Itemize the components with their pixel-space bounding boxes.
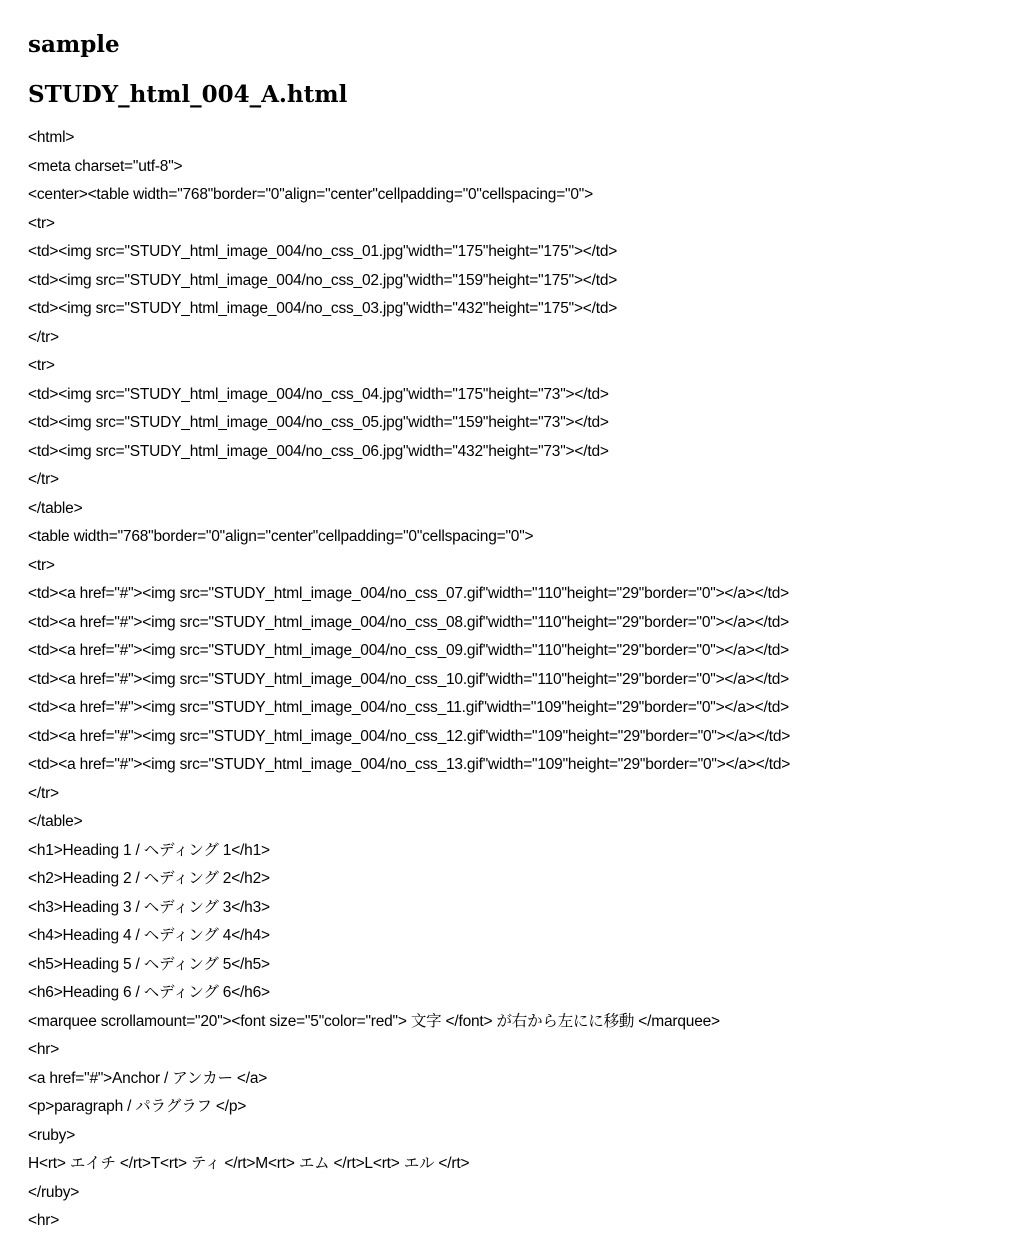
code-line: <td><img src="STUDY_html_image_004/no_css_04.jpg"width="175"height="73"></td> [28,385,609,403]
code-line: <td><a href="#"><img src="STUDY_html_image_004/no_css_11.gif"width="109"height="29"border="0"></a></td> [28,699,789,716]
code-line: <td><a href="#"><img src="STUDY_html_image_004/no_css_07.gif"width="110"height="29"border="0"></a></td> [28,585,789,602]
code-line: <a href="#">Anchor / アンカー </a> [28,1069,268,1087]
code-line: <h5>Heading 5 / ヘディング 5</h5> [28,955,270,973]
code-line: <meta charset="utf-8"> [28,157,183,175]
code-line: <html> [28,129,75,146]
code-line: <h1>Heading 1 / ヘディング 1</h1> [28,841,270,859]
code-line: <td><img src="STUDY_html_image_004/no_css_01.jpg"width="175"height="175"></td> [28,243,618,260]
code-line: <td><a href="#"><img src="STUDY_html_image_004/no_css_08.gif"width="110"height="29"border="0"></a></td> [28,613,789,631]
code-line: <ruby> [28,1126,76,1144]
code-line: <h2>Heading 2 / ヘディング 2</h2> [28,870,270,887]
document-page [28,30,1028,1236]
code-line: <td><a href="#"><img src="STUDY_html_image_004/no_css_09.gif"width="110"height="29"border="0"></a></td> [28,642,789,659]
code-line: <td><img src="STUDY_html_image_004/no_css_02.jpg"width="159"height="175"></td> [28,271,618,289]
code-line: <tr> [28,357,55,374]
code-line: <h3>Heading 3 / ヘディング 3</h3> [28,898,270,916]
code-line: </tr> [28,784,59,802]
code-line: <marquee scrollamount="20"><font size="5"color="red"> 文字 </font> が右から左にに移動 </marquee> [28,1012,720,1030]
code-line: </tr> [28,471,59,488]
code-line: <center><table width="768"border="0"align="center"cellpadding="0"cellspacing="0"> [28,186,593,203]
code-line: <td><a href="#"><img src="STUDY_html_image_004/no_css_13.gif"width="109"height="29"border="0"></a></td> [28,756,791,773]
code-line: <td><img src="STUDY_html_image_004/no_css_05.jpg"width="159"height="73"></td> [28,414,609,431]
code-line: <hr> [28,1212,60,1229]
code-line: </tr> [28,328,59,346]
code-line: </table> [28,813,83,830]
code-line: <table width="768"border="0"align="center"cellpadding="0"cellspacing="0"> [28,528,534,545]
code-line: <td><a href="#"><img src="STUDY_html_image_004/no_css_12.gif"width="109"height="29"border="0"></a></td> [28,727,791,745]
code-line: H<rt> エイチ </rt>T<rt> ティ </rt>M<rt> エム </rt>L<rt> エル </rt> [28,1155,470,1172]
code-line: <h4>Heading 4 / ヘディング 4</h4> [28,927,270,944]
code-line: <h6>Heading 6 / ヘディング 6</h6> [28,984,270,1001]
page-title-sample: sample [28,31,120,58]
source-code-listing [28,124,1028,1236]
code-line: <tr> [28,556,55,574]
code-line: <td><img src="STUDY_html_image_004/no_css_06.jpg"width="432"height="73"></td> [28,442,609,460]
code-line: <hr> [28,1041,60,1058]
code-line: </table> [28,499,83,517]
code-line: <td><img src="STUDY_html_image_004/no_css_03.jpg"width="432"height="175"></td> [28,300,618,317]
code-line: <td><a href="#"><img src="STUDY_html_image_004/no_css_10.gif"width="110"height="29"border="0"></a></td> [28,670,789,688]
code-line: <p>paragraph / パラグラフ </p> [28,1098,247,1115]
code-line: <tr> [28,214,55,232]
code-line: </ruby> [28,1183,80,1201]
page-title-filename: STUDY_html_004_A.html [28,81,348,108]
